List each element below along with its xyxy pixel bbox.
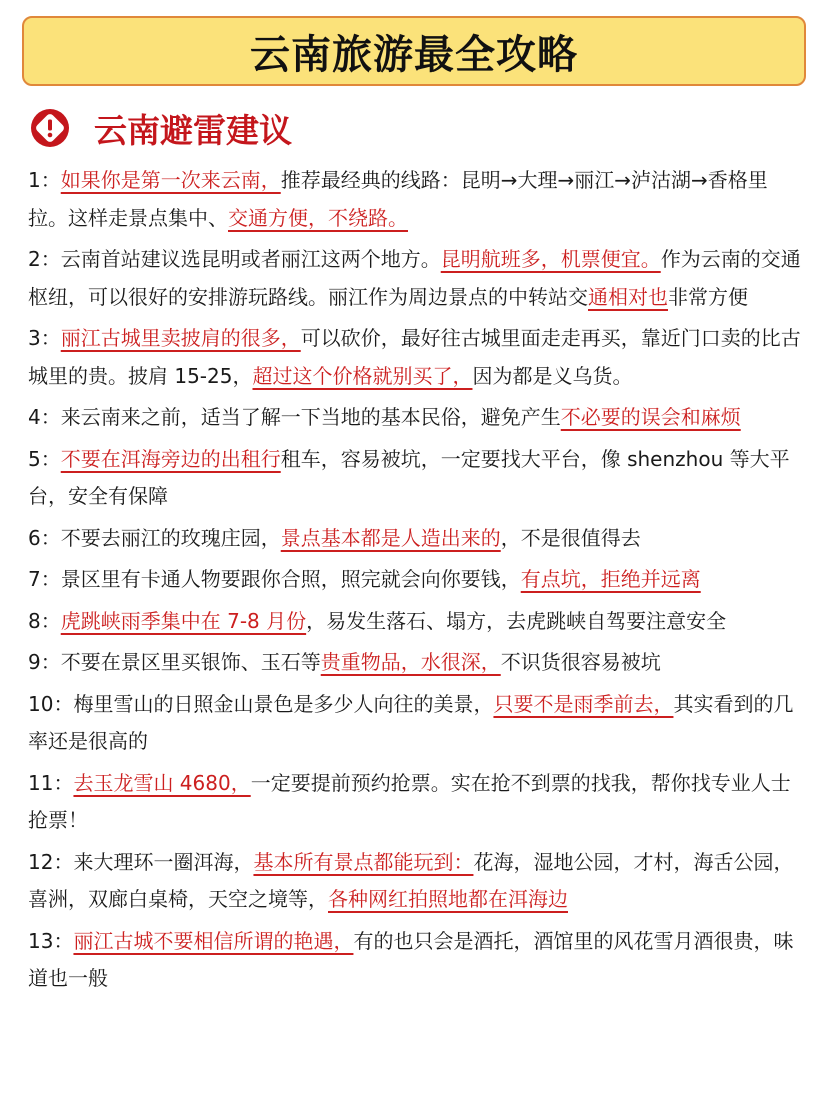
- tip-item: [28, 561, 804, 599]
- tip-highlight: 贵重物品，水很深，: [320, 650, 501, 674]
- warning-icon: [30, 108, 70, 148]
- tips-list: [28, 162, 804, 1002]
- tip-text: 花海，湿地公园，才村，海舌公园，喜洲，双廊白桌椅，天空之境等，: [28, 849, 794, 911]
- tip-highlight: 虎跳峡雨季集中在 7-8 月份: [60, 608, 307, 633]
- tip-item: [28, 765, 804, 840]
- title-banner: [22, 16, 806, 86]
- tip-item: [28, 844, 804, 919]
- tip-item: [28, 603, 804, 641]
- section-title: 云南避雷建议: [94, 110, 292, 150]
- tip-highlight: 不必要的误会和麻烦: [560, 405, 741, 429]
- tip-highlight: 昆明航班多，机票便宜。: [440, 247, 661, 271]
- tip-text: 4：来云南来之前，适当了解一下当地的基本民俗，避免产生: [28, 405, 561, 429]
- tip-text: 5：: [28, 446, 61, 471]
- tip-text: 作为云南的交通枢纽，可以很好的安排游玩路线。丽江作为周边景点的中转站交: [28, 247, 801, 309]
- tip-text: 7：景区里有卡通人物要跟你合照，照完就会向你要钱，: [28, 567, 521, 591]
- tip-highlight: 交通方便，不绕路。: [228, 205, 408, 230]
- tip-text: ，不是很值得去: [500, 525, 641, 550]
- tip-item: [28, 399, 804, 437]
- tip-item: [28, 520, 804, 558]
- tip-highlight: 不要在洱海旁边的出租行: [60, 446, 281, 471]
- tip-text: 不识货很容易被坑: [500, 650, 661, 674]
- tip-highlight: 有点坑，拒绝并远离: [520, 567, 701, 591]
- tip-item: [28, 162, 804, 237]
- tip-text: 10：梅里雪山的日照金山景色是多少人向往的美景，: [28, 691, 494, 716]
- tip-text: 13：: [28, 928, 74, 953]
- tip-item: [28, 320, 804, 395]
- tip-highlight: 去玉龙雪山 4680，: [73, 770, 251, 795]
- tip-highlight: 景点基本都是人造出来的: [280, 525, 501, 550]
- tip-text: 2：云南首站建议选昆明或者丽江这两个地方。: [28, 247, 441, 271]
- tip-text: 有的也只会是酒托，酒馆里的风花雪月酒很贵，味道也一般: [28, 928, 794, 990]
- tip-highlight: 丽江古城不要相信所谓的艳遇，: [73, 928, 354, 953]
- tip-highlight: 只要不是雨季前去，: [493, 691, 674, 716]
- tip-item: [28, 241, 804, 316]
- tip-text: 一定要提前预约抢票。实在抢不到票的找我，帮你找专业人士抢票！: [28, 770, 791, 832]
- tip-highlight: 基本所有景点都能玩到：: [253, 849, 474, 874]
- tip-text: 非常方便: [668, 284, 748, 309]
- tip-text: ，易发生落石、塌方，去虎跳峡自驾要注意安全: [306, 608, 727, 633]
- tip-text: 12：来大理环一圈洱海，: [28, 849, 254, 874]
- tip-item: [28, 441, 804, 516]
- tip-text: 3：: [28, 326, 61, 350]
- tip-item: [28, 923, 804, 998]
- section-header: [30, 104, 292, 152]
- page-title: 云南旅游最全攻略: [250, 31, 578, 78]
- tip-highlight: 超过这个价格就别买了，: [252, 363, 473, 388]
- tip-text: 9：不要在景区里买银饰、玉石等: [28, 650, 321, 674]
- tip-highlight: 通相对也: [588, 284, 668, 309]
- tip-item: [28, 686, 804, 761]
- tip-text: 其实看到的几率还是很高的: [28, 691, 794, 753]
- tip-text: 11：: [28, 770, 74, 795]
- tip-item: [28, 644, 804, 682]
- tip-highlight: 丽江古城里卖披肩的很多，: [60, 326, 301, 350]
- tip-highlight: 各种网红拍照地都在洱海边: [328, 887, 568, 911]
- tip-text: 8：: [28, 608, 61, 633]
- tip-text: 因为都是义乌货。: [472, 363, 633, 388]
- tip-text: 1：: [28, 168, 61, 192]
- tip-highlight: 如果你是第一次来云南，: [60, 168, 281, 192]
- tip-text: 可以砍价，最好往古城里面走走再买，靠近门口卖的比古城里的贵。披肩 15-25，: [28, 326, 801, 388]
- tip-text: 推荐最经典的线路：昆明→大理→丽江→泸沽湖→香格里拉。这样走景点集中、: [28, 168, 768, 230]
- tip-text: 租车，容易被坑，一定要找大平台，像 shenzhou 等大平台，安全有保障: [28, 446, 790, 508]
- tip-text: 6：不要去丽江的玫瑰庄园，: [28, 525, 281, 550]
